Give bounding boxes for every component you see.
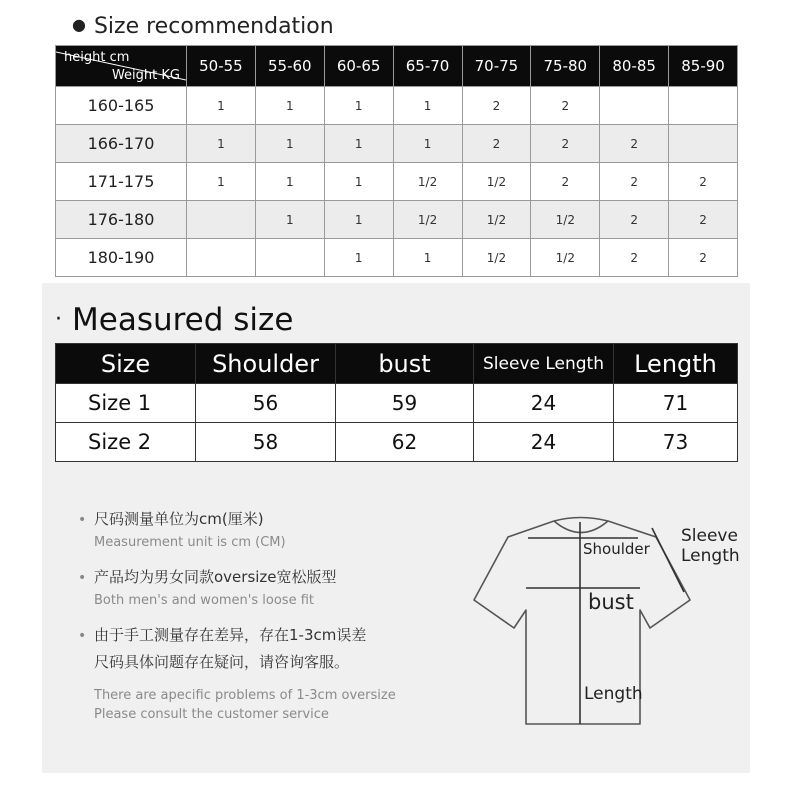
weight-column-header: 50-55 xyxy=(187,46,256,87)
bust-value: 62 xyxy=(336,423,474,462)
bullet-dot: ● xyxy=(72,15,86,34)
sleeve-length-value: 24 xyxy=(474,423,614,462)
shoulder-label: Shoulder xyxy=(583,540,650,558)
size-cell: 1 xyxy=(255,163,324,201)
size-recommendation-table xyxy=(55,45,738,277)
height-row-header: 176-180 xyxy=(56,201,187,239)
size-cell: 1 xyxy=(187,125,256,163)
size-cell: 2 xyxy=(600,239,669,277)
size-cell xyxy=(600,87,669,125)
size-cell: 2 xyxy=(600,201,669,239)
size-row-header: Size 1 xyxy=(56,384,196,423)
measured-size-title-text: Measured size xyxy=(72,302,294,338)
length-column-header: Length xyxy=(614,344,738,384)
size-row-header: Size 2 xyxy=(56,423,196,462)
shoulder-value: 58 xyxy=(196,423,336,462)
shoulder-column-header: Shoulder xyxy=(196,344,336,384)
size-cell: 1 xyxy=(324,87,393,125)
size-cell xyxy=(669,87,738,125)
size-cell: 1 xyxy=(187,87,256,125)
size-cell xyxy=(255,239,324,277)
table-header-row xyxy=(56,46,738,87)
sleeve-length-label xyxy=(681,526,740,566)
note-en-text: Both men's and women's loose fit xyxy=(94,593,314,608)
size-cell: 2 xyxy=(531,163,600,201)
t-shirt-collar xyxy=(554,521,608,533)
size-cell: 2 xyxy=(462,87,531,125)
corner-height-label: height cm xyxy=(64,50,130,65)
note-zh-text: 由于手工测量存在差异，存在1-3cm误差 xyxy=(94,626,367,644)
size-cell: 1/2 xyxy=(462,201,531,239)
height-row-header: 160-165 xyxy=(56,87,187,125)
size-cell: 2 xyxy=(462,125,531,163)
weight-column-header: 55-60 xyxy=(255,46,324,87)
height-row-header: 171-175 xyxy=(56,163,187,201)
sleeve-length-value: 24 xyxy=(474,384,614,423)
sleeve-label-line2: Length xyxy=(681,546,740,566)
weight-column-header: 65-70 xyxy=(393,46,462,87)
size-cell: 1 xyxy=(187,163,256,201)
size-cell: 1/2 xyxy=(462,163,531,201)
table-header-row xyxy=(56,344,738,384)
size-cell: 2 xyxy=(531,87,600,125)
size-cell: 2 xyxy=(600,163,669,201)
note-loose-fit xyxy=(78,566,337,608)
weight-column-header: 75-80 xyxy=(531,46,600,87)
size-cell: 1 xyxy=(324,125,393,163)
size-cell: 2 xyxy=(669,201,738,239)
table-row xyxy=(56,423,738,462)
bullet-dot: • xyxy=(78,628,87,644)
note-measurement-unit xyxy=(78,508,286,550)
size-cell: 1/2 xyxy=(462,239,531,277)
size-cell: 1 xyxy=(393,125,462,163)
size-cell xyxy=(187,239,256,277)
bullet-dot: • xyxy=(78,570,87,586)
bullet-dot: · xyxy=(55,307,62,332)
size-cell: 1 xyxy=(324,163,393,201)
height-row-header: 180-190 xyxy=(56,239,187,277)
weight-column-header: 80-85 xyxy=(600,46,669,87)
note-zh-text: 尺码具体问题存在疑问，请咨询客服。 xyxy=(94,653,350,671)
table-row xyxy=(56,163,738,201)
table-row xyxy=(56,87,738,125)
note-en-text: Measurement unit is cm (CM) xyxy=(94,535,286,550)
weight-column-header: 85-90 xyxy=(669,46,738,87)
size-column-header: Size xyxy=(56,344,196,384)
bullet-dot: • xyxy=(78,512,87,528)
sleeve-label-line1: Sleeve xyxy=(681,526,738,546)
table-row xyxy=(56,201,738,239)
corner-weight-label: Weight KG xyxy=(111,68,180,83)
size-cell: 1 xyxy=(324,201,393,239)
bust-column-header: bust xyxy=(336,344,474,384)
size-cell: 1/2 xyxy=(531,201,600,239)
weight-column-header: 70-75 xyxy=(462,46,531,87)
table-row xyxy=(56,384,738,423)
note-zh-text: 尺码测量单位为cm(厘米) xyxy=(94,510,264,528)
length-value: 71 xyxy=(614,384,738,423)
size-cell: 1 xyxy=(393,87,462,125)
table-corner-cell xyxy=(56,46,187,87)
size-cell: 1 xyxy=(255,87,324,125)
size-recommendation-title xyxy=(72,14,334,39)
size-cell: 2 xyxy=(531,125,600,163)
note-en-text: There are apecific problems of 1-3cm oversize xyxy=(94,688,396,703)
height-row-header: 166-170 xyxy=(56,125,187,163)
shoulder-value: 56 xyxy=(196,384,336,423)
table-row xyxy=(56,239,738,277)
size-cell: 2 xyxy=(669,163,738,201)
size-cell: 2 xyxy=(600,125,669,163)
note-zh-text: 产品均为男女同款oversize宽松版型 xyxy=(94,568,337,586)
length-value: 73 xyxy=(614,423,738,462)
size-cell: 2 xyxy=(669,239,738,277)
size-cell: 1/2 xyxy=(531,239,600,277)
table-row xyxy=(56,125,738,163)
size-cell: 1 xyxy=(255,125,324,163)
size-cell xyxy=(669,125,738,163)
measured-size-title xyxy=(55,302,293,338)
bust-value: 59 xyxy=(336,384,474,423)
t-shirt-outline xyxy=(474,518,690,725)
note-en-text: Please consult the customer service xyxy=(94,707,329,722)
sleeve-length-column-header: Sleeve Length xyxy=(474,344,614,384)
size-cell: 1 xyxy=(393,239,462,277)
sleeve-measure-line xyxy=(652,528,684,592)
size-cell: 1 xyxy=(255,201,324,239)
measured-size-table xyxy=(55,343,738,462)
size-cell xyxy=(187,201,256,239)
note-measurement-error xyxy=(78,624,396,722)
size-cell: 1 xyxy=(324,239,393,277)
size-recommendation-title-text: Size recommendation xyxy=(93,14,334,39)
bust-label: bust xyxy=(588,590,634,614)
size-cell: 1/2 xyxy=(393,201,462,239)
size-cell: 1/2 xyxy=(393,163,462,201)
weight-column-header: 60-65 xyxy=(324,46,393,87)
length-label: Length xyxy=(584,684,643,704)
